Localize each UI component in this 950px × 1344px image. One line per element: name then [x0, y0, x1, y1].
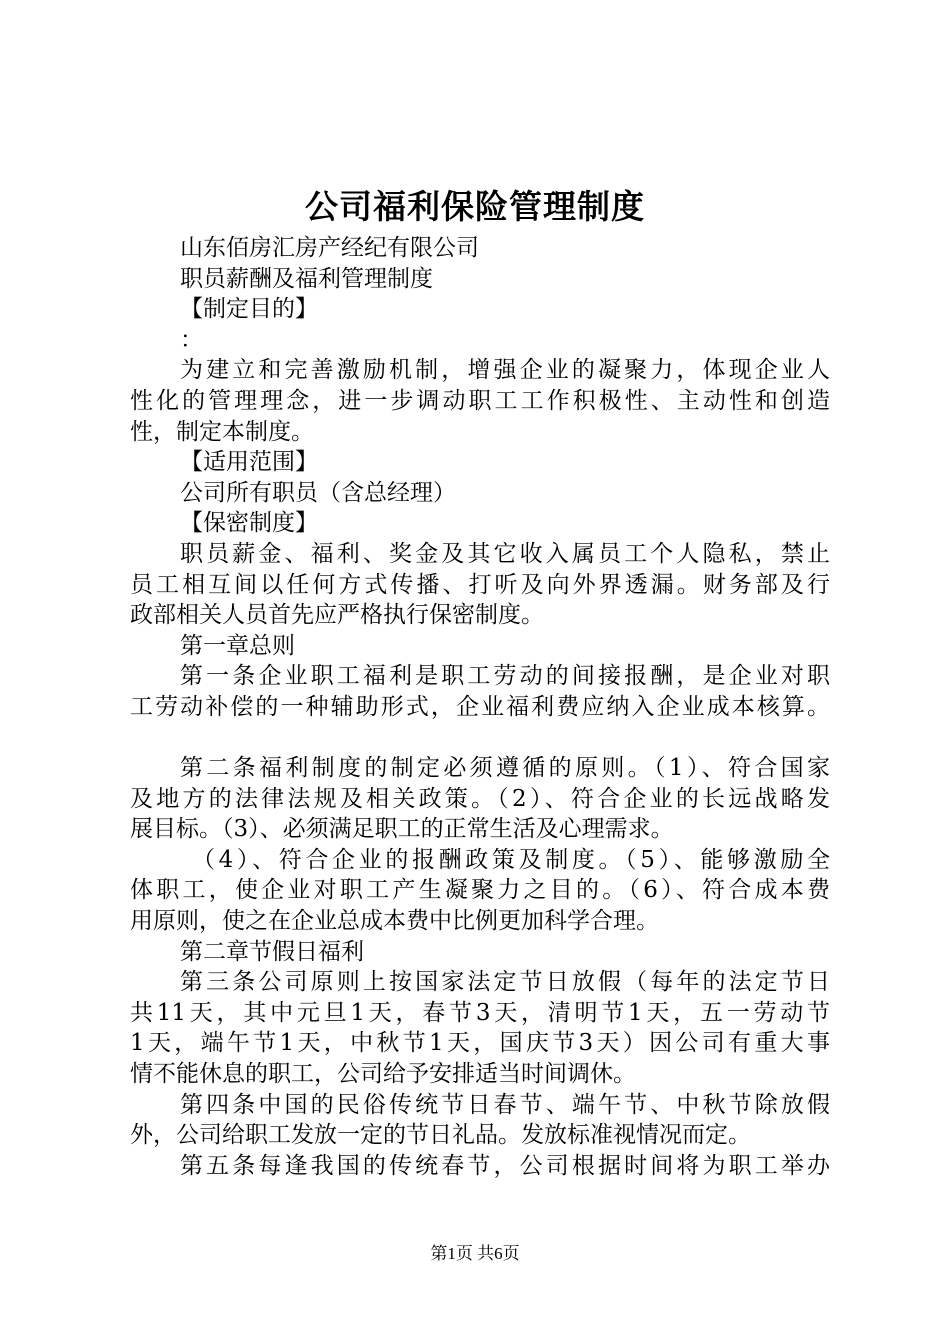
- paragraph-line: 用原则，使之在企业总成本费中比例更加科学合理。: [130, 908, 659, 935]
- paragraph-line: 及地方的法律法规及相关政策。（2）、符合企业的长远战略发: [130, 785, 830, 812]
- paragraph-line: 外，公司给职工发放一定的节日礼品。发放标准视情况而定。: [130, 1122, 751, 1149]
- chapter-heading: 第一章总则: [180, 632, 295, 659]
- paragraph-line: 1天，端午节1天，中秋节1天，国庆节3天）因公司有重大事: [130, 1030, 830, 1057]
- paragraph-line: 性，制定本制度。: [130, 418, 314, 445]
- paragraph-line: 政部相关人员首先应严格执行保密制度。: [130, 602, 544, 629]
- paragraph-line: 性化的管理理念，进一步调动职工工作积极性、主动性和创造: [130, 387, 830, 414]
- paragraph-line: 员工相互间以任何方式传播、打听及向外界透漏。财务部及行: [130, 571, 830, 598]
- section-heading: 【保密制度】: [180, 510, 318, 537]
- paragraph-line: 第二条福利制度的制定必须遵循的原则。（1）、符合国家: [180, 755, 830, 782]
- chapter-heading: 第二章节假日福利: [180, 938, 364, 965]
- company-name-line: 山东佰房汇房产经纪有限公司: [180, 235, 479, 261]
- paragraph-line: 第三条公司原则上按国家法定节日放假（每年的法定节日: [180, 969, 830, 996]
- section-heading: 【制定目的】: [180, 296, 318, 323]
- blank-line: [130, 723, 830, 754]
- paragraph-line: 体职工，使企业对职工产生凝聚力之目的。（6）、符合成本费: [130, 877, 830, 904]
- section-heading: 【适用范围】: [180, 449, 318, 476]
- document-body: [130, 233, 830, 1181]
- paragraph-line: 工劳动补偿的一种辅助形式，企业福利费应纳入企业成本核算。: [130, 693, 830, 720]
- paragraph-line: 为建立和完善激励机制，增强企业的凝聚力，体现企业人: [180, 357, 830, 384]
- paragraph-line: 第一条企业职工福利是职工劳动的间接报酬，是企业对职: [180, 663, 830, 690]
- paragraph-line: 公司所有职员（含总经理）: [180, 479, 456, 506]
- paragraph-line: 共11天，其中元旦1天，春节3天，清明节1天，五一劳动节: [130, 999, 830, 1026]
- paragraph-line: （4）、符合企业的报酬政策及制度。（5）、能够激励全: [192, 846, 830, 873]
- paragraph-line: 情不能休息的职工，公司给予安排适当时间调休。: [130, 1061, 636, 1088]
- paragraph-line: 第四条中国的民俗传统节日春节、端午节、中秋节除放假: [180, 1091, 830, 1118]
- paragraph-line: 第五条每逢我国的传统春节，公司根据时间将为职工举办: [180, 1152, 830, 1179]
- document-title: 公司福利保险管理制度: [305, 187, 645, 226]
- paragraph-line: 职员薪金、福利、奖金及其它收入属员工个人隐私，禁止: [180, 540, 830, 567]
- paragraph-line: 展目标。（3）、必须满足职工的正常生活及心理需求。: [130, 816, 674, 843]
- paragraph-line: ：: [180, 326, 203, 353]
- subtitle-line: 职员薪酬及福利管理制度: [180, 265, 433, 292]
- page-number-footer: 第1页 共6页: [430, 1244, 520, 1263]
